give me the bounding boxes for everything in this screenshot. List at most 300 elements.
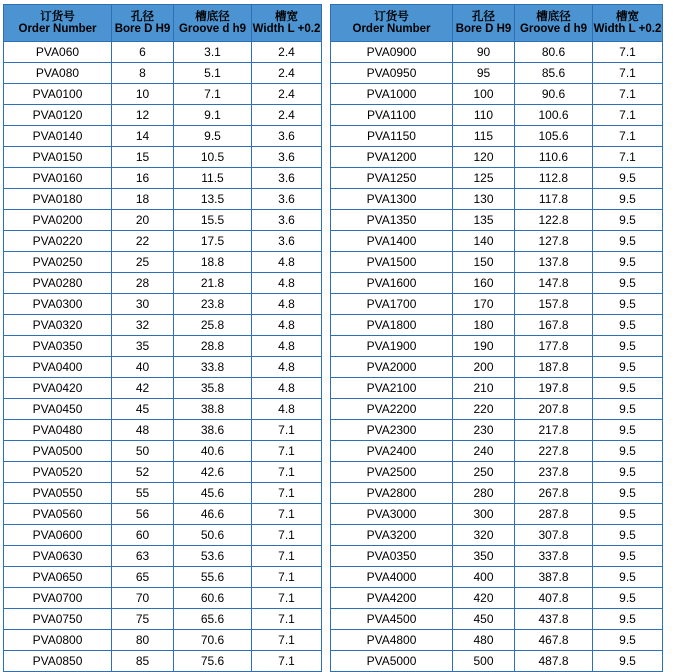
cell-width: 9.5 [593,546,663,567]
cell-bore: 170 [453,294,515,315]
cell-width: 9.5 [593,504,663,525]
table-row [4,588,322,609]
table-row [331,189,663,210]
table-row [331,441,663,462]
table-header-right [331,5,663,42]
cell-groove: 105.6 [515,126,593,147]
cell-groove: 267.8 [515,483,593,504]
cell-width: 3.6 [252,189,322,210]
cell-width: 4.8 [252,378,322,399]
cell-width: 2.4 [252,63,322,84]
table-row [4,168,322,189]
cell-bore: 160 [453,273,515,294]
cell-width: 9.5 [593,441,663,462]
cell-bore: 450 [453,609,515,630]
cell-order-number: PVA1200 [331,147,453,168]
cell-width: 3.6 [252,231,322,252]
cell-order-number: PVA0750 [4,609,112,630]
cell-bore: 250 [453,462,515,483]
cell-order-number: PVA0350 [331,546,453,567]
cell-width: 4.8 [252,273,322,294]
cell-bore: 48 [112,420,174,441]
cell-groove: 187.8 [515,357,593,378]
cell-order-number: PVA0300 [4,294,112,315]
cell-width: 7.1 [252,462,322,483]
cell-width: 2.4 [252,42,322,63]
cell-width: 7.1 [593,84,663,105]
column-header-bore [453,5,515,42]
cell-bore: 42 [112,378,174,399]
cell-order-number: PVA2300 [331,420,453,441]
table-row [4,609,322,630]
cell-groove: 53.6 [174,546,252,567]
column-header-line1: 槽底径 [195,10,230,23]
table-row [4,567,322,588]
cell-order-number: PVA1150 [331,126,453,147]
cell-order-number: PVA1000 [331,84,453,105]
cell-width: 4.8 [252,357,322,378]
table-header-left [4,5,322,42]
cell-bore: 20 [112,210,174,231]
table-row [4,378,322,399]
cell-groove: 21.8 [174,273,252,294]
cell-bore: 350 [453,546,515,567]
cell-bore: 150 [453,252,515,273]
cell-width: 7.1 [252,441,322,462]
cell-groove: 10.5 [174,147,252,168]
cell-bore: 320 [453,525,515,546]
cell-order-number: PVA4000 [331,567,453,588]
cell-width: 9.5 [593,525,663,546]
cell-width: 9.5 [593,462,663,483]
cell-bore: 50 [112,441,174,462]
cell-bore: 45 [112,399,174,420]
cell-width: 7.1 [593,42,663,63]
cell-bore: 30 [112,294,174,315]
cell-order-number: PVA0480 [4,420,112,441]
column-header-bore [112,5,174,42]
table-row [331,273,663,294]
table-row [4,105,322,126]
cell-order-number: PVA0900 [331,42,453,63]
cell-width: 9.5 [593,294,663,315]
cell-groove: 467.8 [515,630,593,651]
cell-bore: 100 [453,84,515,105]
cell-width: 7.1 [252,483,322,504]
cell-order-number: PVA4200 [331,588,453,609]
table-body-left [4,42,322,672]
cell-width: 9.5 [593,315,663,336]
table-row [331,483,663,504]
table-row [4,231,322,252]
column-header-line2: Order Number [18,23,97,35]
cell-bore: 400 [453,567,515,588]
cell-groove: 28.8 [174,336,252,357]
table-row [331,315,663,336]
cell-bore: 300 [453,504,515,525]
cell-width: 7.1 [252,420,322,441]
table-row [331,231,663,252]
cell-order-number: PVA060 [4,42,112,63]
cell-groove: 207.8 [515,399,593,420]
table-row [331,504,663,525]
cell-bore: 85 [112,651,174,672]
cell-width: 4.8 [252,252,322,273]
cell-order-number: PVA0350 [4,336,112,357]
cell-width: 9.5 [593,168,663,189]
cell-groove: 287.8 [515,504,593,525]
cell-width: 9.5 [593,252,663,273]
cell-order-number: PVA080 [4,63,112,84]
column-header-line2: Bore D H9 [114,23,171,35]
table-row [331,210,663,231]
cell-order-number: PVA0600 [4,525,112,546]
cell-order-number: PVA0950 [331,63,453,84]
table-row [4,315,322,336]
cell-bore: 500 [453,651,515,672]
cell-bore: 230 [453,420,515,441]
table-row [331,42,663,63]
cell-bore: 90 [453,42,515,63]
column-header-line2: Groove d h9 [178,23,247,35]
cell-bore: 60 [112,525,174,546]
cell-width: 9.5 [593,609,663,630]
cell-order-number: PVA0800 [4,630,112,651]
cell-bore: 10 [112,84,174,105]
cell-bore: 115 [453,126,515,147]
cell-groove: 17.5 [174,231,252,252]
table-row [4,504,322,525]
table-row [4,210,322,231]
table-row [331,525,663,546]
cell-bore: 12 [112,105,174,126]
cell-order-number: PVA0100 [4,84,112,105]
cell-groove: 45.6 [174,483,252,504]
table-row [331,462,663,483]
header-row [4,5,322,42]
cell-bore: 110 [453,105,515,126]
column-header-line1: 孔径 [131,10,154,23]
cell-groove: 227.8 [515,441,593,462]
cell-bore: 135 [453,210,515,231]
cell-groove: 70.6 [174,630,252,651]
cell-width: 7.1 [252,609,322,630]
cell-width: 7.1 [593,126,663,147]
column-header-order-number [4,5,112,42]
cell-groove: 40.6 [174,441,252,462]
cell-bore: 140 [453,231,515,252]
cell-width: 9.5 [593,210,663,231]
column-header-line2: Order Number [352,23,431,35]
table-row [331,399,663,420]
cell-groove: 9.1 [174,105,252,126]
cell-groove: 46.6 [174,504,252,525]
cell-groove: 407.8 [515,588,593,609]
table-row [4,273,322,294]
cell-groove: 100.6 [515,105,593,126]
cell-bore: 220 [453,399,515,420]
cell-groove: 35.8 [174,378,252,399]
cell-order-number: PVA0150 [4,147,112,168]
column-header-line1: 孔径 [472,10,495,23]
cell-bore: 22 [112,231,174,252]
cell-width: 9.5 [593,273,663,294]
column-header-width [252,5,322,42]
cell-order-number: PVA0200 [4,210,112,231]
cell-groove: 147.8 [515,273,593,294]
cell-groove: 437.8 [515,609,593,630]
table-row [331,126,663,147]
table-row [331,567,663,588]
table-row [331,420,663,441]
cell-bore: 56 [112,504,174,525]
cell-order-number: PVA0320 [4,315,112,336]
table-row [331,147,663,168]
cell-groove: 33.8 [174,357,252,378]
cell-width: 7.1 [593,63,663,84]
cell-width: 3.6 [252,147,322,168]
cell-groove: 137.8 [515,252,593,273]
table-row [331,63,663,84]
cell-width: 4.8 [252,294,322,315]
cell-bore: 63 [112,546,174,567]
cell-width: 4.8 [252,399,322,420]
cell-bore: 200 [453,357,515,378]
column-header-line1: 槽宽 [616,10,639,23]
cell-order-number: PVA2000 [331,357,453,378]
cell-bore: 65 [112,567,174,588]
cell-groove: 90.6 [515,84,593,105]
cell-groove: 13.5 [174,189,252,210]
cell-bore: 14 [112,126,174,147]
table-row [4,126,322,147]
cell-width: 4.8 [252,336,322,357]
table-row [4,525,322,546]
cell-groove: 11.5 [174,168,252,189]
table-row [331,168,663,189]
cell-order-number: PVA0630 [4,546,112,567]
cell-groove: 197.8 [515,378,593,399]
cell-groove: 337.8 [515,546,593,567]
table-row [4,189,322,210]
cell-order-number: PVA4500 [331,609,453,630]
table-row [331,294,663,315]
cell-bore: 25 [112,252,174,273]
cell-width: 3.6 [252,168,322,189]
cell-order-number: PVA0450 [4,399,112,420]
cell-groove: 80.6 [515,42,593,63]
cell-order-number: PVA2100 [331,378,453,399]
cell-order-number: PVA0850 [4,651,112,672]
cell-groove: 110.6 [515,147,593,168]
cell-width: 9.5 [593,336,663,357]
cell-bore: 130 [453,189,515,210]
cell-bore: 70 [112,588,174,609]
cell-groove: 307.8 [515,525,593,546]
cell-groove: 50.6 [174,525,252,546]
cell-bore: 95 [453,63,515,84]
cell-width: 9.5 [593,420,663,441]
cell-bore: 420 [453,588,515,609]
cell-groove: 55.6 [174,567,252,588]
cell-groove: 157.8 [515,294,593,315]
spec-table-left [3,4,322,672]
table-row [331,336,663,357]
column-header-line1: 订货号 [374,10,409,23]
cell-width: 7.1 [593,147,663,168]
cell-width: 3.6 [252,210,322,231]
table-row [331,546,663,567]
cell-order-number: PVA2800 [331,483,453,504]
cell-groove: 112.8 [515,168,593,189]
cell-groove: 177.8 [515,336,593,357]
table-row [4,441,322,462]
header-row [331,5,663,42]
cell-bore: 480 [453,630,515,651]
table-row [331,105,663,126]
cell-width: 9.5 [593,630,663,651]
cell-order-number: PVA0250 [4,252,112,273]
table-row [331,609,663,630]
cell-groove: 387.8 [515,567,593,588]
column-header-line1: 订货号 [40,10,75,23]
cell-order-number: PVA0550 [4,483,112,504]
table-row [331,378,663,399]
cell-order-number: PVA0280 [4,273,112,294]
cell-bore: 8 [112,63,174,84]
cell-groove: 3.1 [174,42,252,63]
cell-width: 9.5 [593,189,663,210]
table-row [4,147,322,168]
cell-bore: 16 [112,168,174,189]
cell-groove: 85.6 [515,63,593,84]
cell-width: 9.5 [593,378,663,399]
cell-groove: 217.8 [515,420,593,441]
table-row [331,84,663,105]
table-row [4,42,322,63]
cell-groove: 5.1 [174,63,252,84]
cell-width: 7.1 [593,105,663,126]
table-row [4,84,322,105]
column-header-groove [174,5,252,42]
cell-width: 2.4 [252,105,322,126]
cell-order-number: PVA1400 [331,231,453,252]
cell-order-number: PVA0420 [4,378,112,399]
cell-groove: 9.5 [174,126,252,147]
cell-width: 2.4 [252,84,322,105]
cell-order-number: PVA3000 [331,504,453,525]
table-row [4,399,322,420]
cell-width: 7.1 [252,588,322,609]
column-header-line2: Bore D H9 [455,23,512,35]
cell-width: 9.5 [593,567,663,588]
cell-bore: 40 [112,357,174,378]
cell-groove: 60.6 [174,588,252,609]
column-header-line2: Width L +0.2 [252,23,321,35]
cell-groove: 65.6 [174,609,252,630]
cell-width: 9.5 [593,483,663,504]
cell-order-number: PVA1500 [331,252,453,273]
cell-order-number: PVA1700 [331,294,453,315]
cell-bore: 120 [453,147,515,168]
cell-width: 7.1 [252,630,322,651]
table-row [4,483,322,504]
cell-bore: 35 [112,336,174,357]
cell-bore: 28 [112,273,174,294]
table-row [4,630,322,651]
cell-order-number: PVA2500 [331,462,453,483]
cell-groove: 122.8 [515,210,593,231]
cell-groove: 23.8 [174,294,252,315]
cell-order-number: PVA5000 [331,651,453,672]
cell-groove: 15.5 [174,210,252,231]
cell-groove: 38.8 [174,399,252,420]
table-row [4,357,322,378]
table-row [4,462,322,483]
spec-table-right [330,4,663,672]
cell-bore: 240 [453,441,515,462]
cell-groove: 167.8 [515,315,593,336]
cell-width: 7.1 [252,546,322,567]
cell-groove: 25.8 [174,315,252,336]
table-row [331,588,663,609]
cell-order-number: PVA1350 [331,210,453,231]
cell-bore: 190 [453,336,515,357]
cell-order-number: PVA4800 [331,630,453,651]
cell-width: 9.5 [593,651,663,672]
cell-width: 7.1 [252,651,322,672]
column-header-line1: 槽宽 [275,10,298,23]
cell-order-number: PVA1800 [331,315,453,336]
column-header-line2: Width L +0.2 [593,23,662,35]
cell-groove: 38.6 [174,420,252,441]
cell-order-number: PVA0560 [4,504,112,525]
cell-bore: 55 [112,483,174,504]
cell-bore: 75 [112,609,174,630]
cell-order-number: PVA3200 [331,525,453,546]
table-body-right [331,42,663,672]
cell-order-number: PVA2200 [331,399,453,420]
table-row [331,651,663,672]
cell-order-number: PVA2400 [331,441,453,462]
cell-order-number: PVA0700 [4,588,112,609]
table-row [4,651,322,672]
table-row [331,357,663,378]
cell-bore: 52 [112,462,174,483]
cell-width: 7.1 [252,525,322,546]
table-row [4,336,322,357]
cell-groove: 42.6 [174,462,252,483]
cell-width: 9.5 [593,231,663,252]
cell-order-number: PVA0500 [4,441,112,462]
cell-groove: 7.1 [174,84,252,105]
cell-bore: 180 [453,315,515,336]
cell-order-number: PVA1250 [331,168,453,189]
cell-order-number: PVA1100 [331,105,453,126]
cell-groove: 117.8 [515,189,593,210]
table-row [4,63,322,84]
cell-width: 9.5 [593,399,663,420]
cell-width: 3.6 [252,126,322,147]
cell-order-number: PVA0220 [4,231,112,252]
column-header-groove [515,5,593,42]
column-header-width [593,5,663,42]
cell-width: 9.5 [593,357,663,378]
cell-order-number: PVA0180 [4,189,112,210]
cell-order-number: PVA0140 [4,126,112,147]
cell-width: 7.1 [252,567,322,588]
table-row [331,252,663,273]
